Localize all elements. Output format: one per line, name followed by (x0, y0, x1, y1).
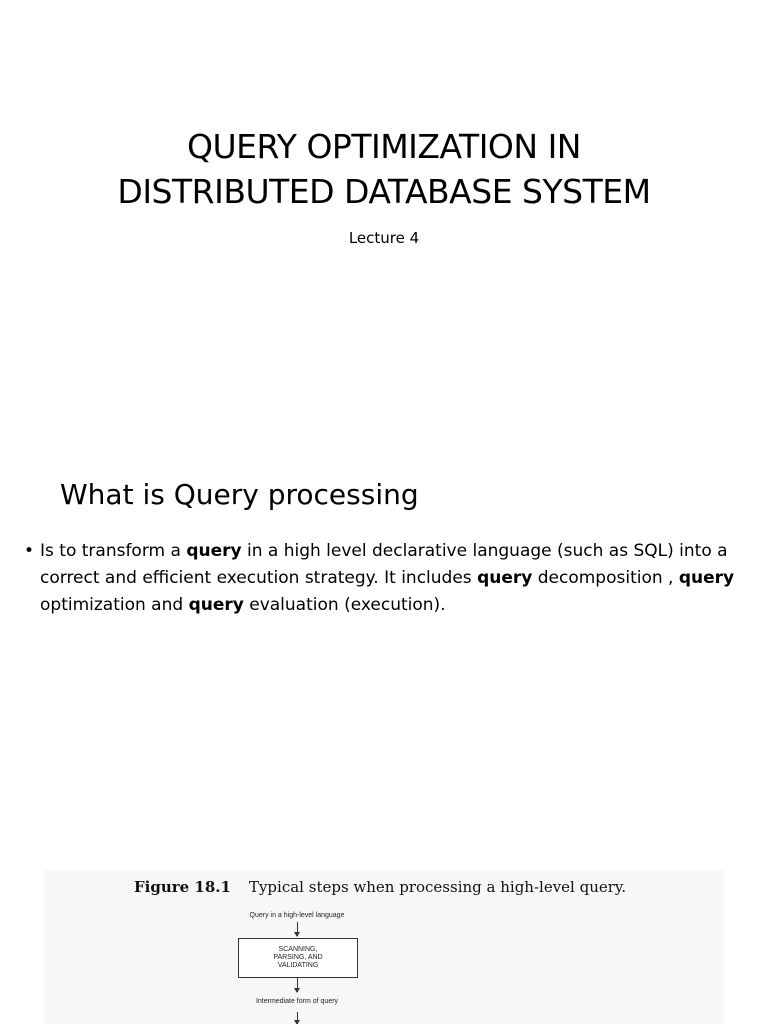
slide-subtitle: Lecture 4 (348, 229, 420, 247)
figure-number: Figure 18.1 (134, 878, 231, 896)
bullet-text (40, 541, 734, 615)
bullet-text-segment: in a high level declarative language (such as SQL) into a correct and efficient execution strategy. It includes (40, 541, 728, 588)
bullet-keyword: query (678, 568, 735, 588)
flow-arrow-icon (297, 922, 298, 936)
bullet-text-segment: evaluation (execution). (243, 595, 446, 615)
figure-caption (134, 878, 626, 896)
bullet-keyword: query (188, 595, 244, 615)
bullet-text-segment: optimization and (40, 595, 189, 615)
title-line-2: DISTRIBUTED DATABASE SYSTEM (117, 172, 651, 211)
bullet-keyword: query (186, 541, 242, 561)
content-slide (0, 450, 768, 1024)
figure-process-box (238, 938, 358, 978)
title-slide (0, 0, 768, 450)
slide-heading: What is Query processing (60, 478, 419, 511)
figure-input-label: Query in a high-level language (249, 912, 345, 919)
flow-arrow-icon (297, 978, 298, 992)
bullet-keyword: query (477, 568, 533, 588)
figure-output-label: Intermediate form of query (255, 998, 339, 1005)
bullet-marker: • (24, 541, 35, 561)
figure-caption-text: Typical steps when processing a high-level query. (248, 878, 627, 896)
bullet-item (24, 538, 745, 619)
bullet-text-segment: Is to transform a (40, 541, 187, 561)
bullet-text-segment: decomposition , (532, 568, 679, 588)
figure (44, 870, 724, 1024)
title-line-1: QUERY OPTIMIZATION IN (187, 127, 581, 166)
flow-arrow-icon (297, 1012, 298, 1024)
slide-title (0, 124, 768, 214)
figure-box-label: SCANNING, PARSING, AND VALIDATING (273, 946, 323, 969)
